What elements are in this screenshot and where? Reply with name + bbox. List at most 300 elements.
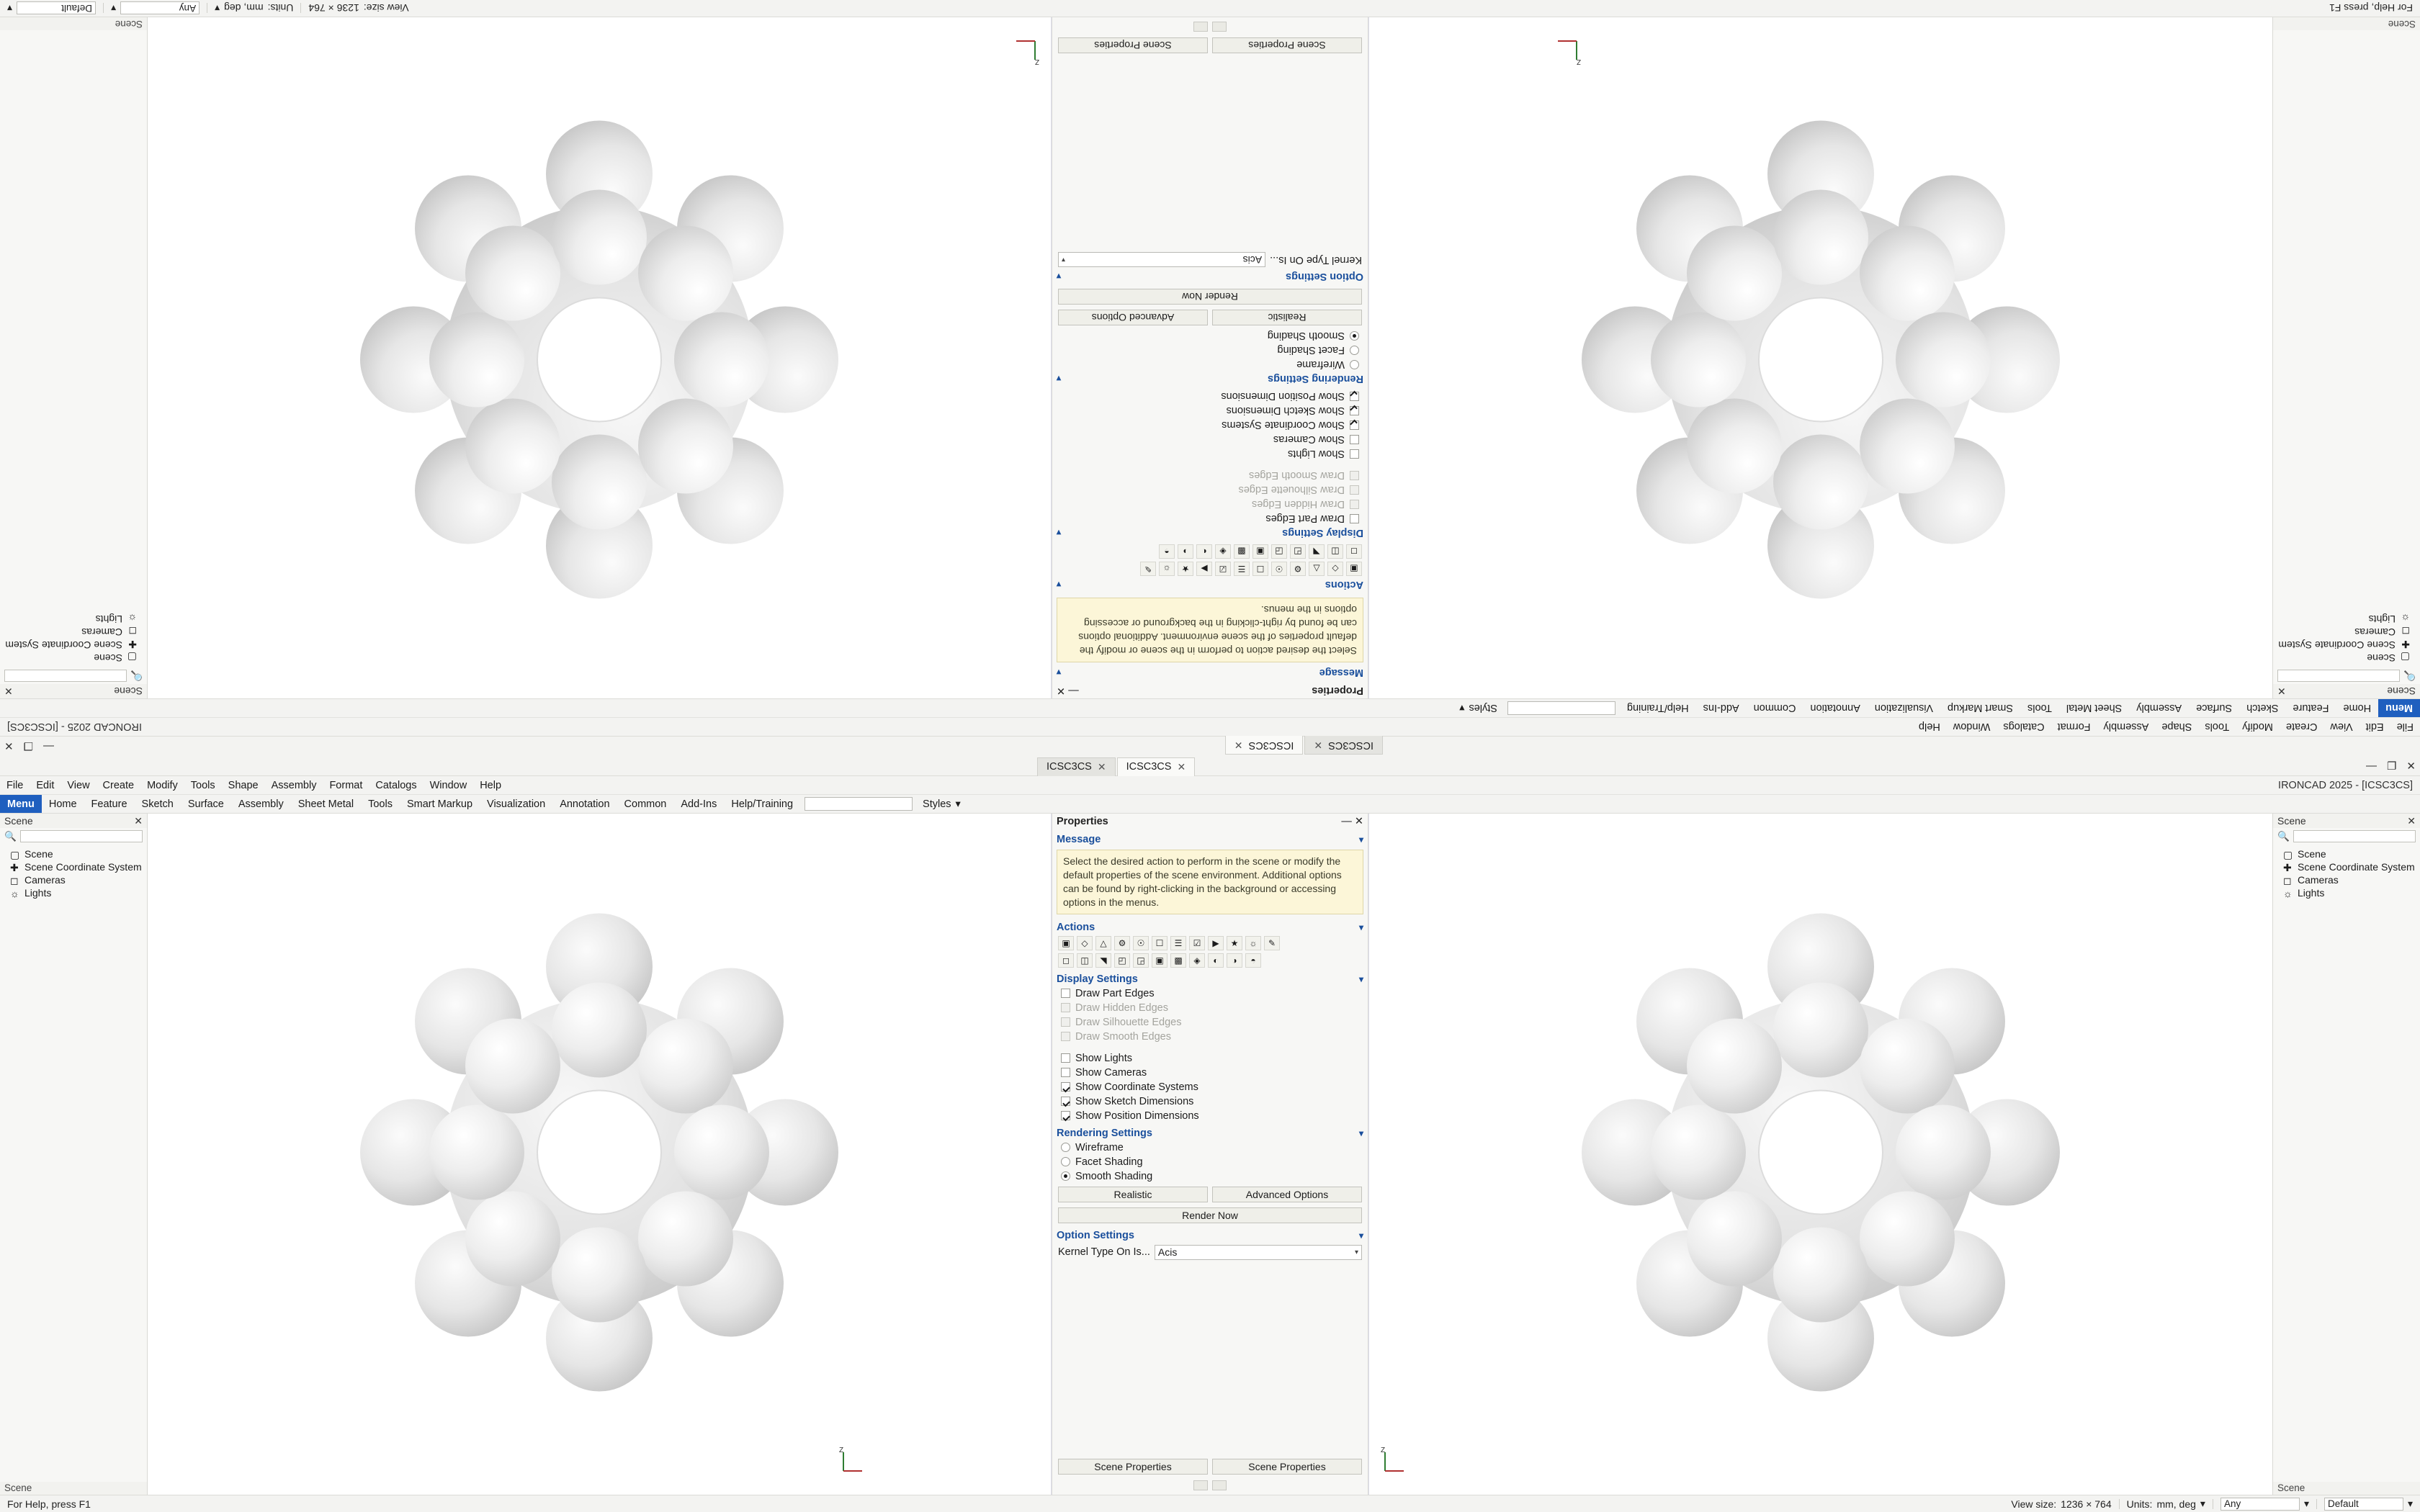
checkbox-label: Draw Silhouette Edges (1075, 1016, 1182, 1028)
selection-filter-select[interactable] (2220, 1498, 2300, 1511)
action-icon-1[interactable]: ▣ (1058, 936, 1074, 950)
tree-item-coordinate-system[interactable] (2273, 639, 2420, 652)
close-icon[interactable]: ✕ (1314, 739, 1323, 752)
document-tab-strip (1224, 737, 1383, 757)
tree-item-label: Cameras (24, 874, 66, 886)
tree-item-cameras[interactable] (2273, 626, 2420, 639)
tree-item-cameras[interactable] (0, 873, 147, 886)
model-flower-left[interactable] (1547, 83, 2094, 634)
checkbox-show-cameras[interactable] (1052, 432, 1368, 446)
radio-smooth-shading[interactable] (1052, 328, 1368, 343)
styles-label: Styles (1469, 702, 1497, 714)
search-input[interactable] (2293, 830, 2416, 842)
close-icon[interactable]: ✕ (1354, 816, 1363, 827)
checkbox-show-cameras[interactable] (1052, 1066, 1368, 1080)
menubar-spacer (149, 718, 1912, 736)
action-icon-14[interactable]: ◫ (1327, 544, 1343, 559)
statusbar (0, 0, 2420, 17)
action-icon-9[interactable]: ▶ (1196, 562, 1212, 576)
collapse-icon[interactable]: — (1068, 685, 1079, 696)
chevron-down-icon[interactable]: ▾ (1057, 374, 1062, 384)
document-tab-2[interactable] (1117, 757, 1196, 776)
status-units[interactable] (2120, 1498, 2213, 1510)
checkbox-icon[interactable] (1350, 420, 1359, 430)
radio-icon[interactable] (1350, 360, 1359, 369)
tree-item-label: Scene (2298, 848, 2326, 860)
model-flower-right[interactable] (1547, 879, 2094, 1430)
menu-item-shape[interactable]: Shape (2161, 721, 2192, 733)
collapse-icon[interactable]: — (1341, 816, 1352, 827)
chevron-down-icon[interactable]: ▾ (7, 3, 13, 14)
tab-help-training[interactable]: Help/Training (731, 798, 794, 810)
checkbox-icon (1350, 471, 1359, 480)
menu-item-file[interactable]: File (6, 779, 24, 791)
tab-help-training[interactable]: Help/Training (1626, 702, 1689, 714)
tab-menu[interactable]: Menu (0, 795, 42, 813)
menu-item-assembly[interactable]: Assembly (271, 779, 317, 791)
action-icon-21[interactable]: ◐ (1208, 953, 1224, 968)
radio-icon[interactable] (1061, 1157, 1070, 1166)
advanced-options-button[interactable]: Advanced Options (1058, 310, 1208, 325)
checkbox-draw-part-edges[interactable] (1052, 511, 1368, 526)
menu-item-window[interactable]: Window (429, 779, 467, 791)
checkbox-show-coordinate-systems[interactable] (1052, 1080, 1368, 1094)
tab-add-ins[interactable]: Add-Ins (681, 798, 717, 810)
search-input[interactable] (2277, 670, 2400, 682)
radio-icon[interactable] (1350, 346, 1359, 355)
action-icon-4[interactable]: ⚙ (1114, 936, 1130, 950)
tab-feature[interactable]: Feature (2293, 702, 2329, 714)
scene-browser-right (0, 17, 148, 698)
actions-section-label: Actions (1057, 921, 1095, 933)
action-icon-13[interactable]: ◻ (1058, 953, 1074, 968)
status-view-size (301, 3, 416, 14)
action-icon-3[interactable]: △ (1095, 936, 1111, 950)
action-icon-20[interactable]: ◈ (1189, 953, 1205, 968)
tree-item-lights[interactable] (2273, 613, 2420, 626)
tree-item-scene[interactable] (0, 652, 147, 665)
checkbox-icon[interactable] (1061, 1068, 1070, 1077)
action-icon-12[interactable]: ✎ (1140, 562, 1156, 576)
panel-close-icon[interactable]: ✕ (2407, 814, 2416, 827)
kernel-type-value: Acis (1242, 253, 1263, 266)
titlebar (0, 756, 2420, 776)
action-icon-2[interactable]: ◇ (1077, 936, 1093, 950)
spacer (1052, 1044, 1368, 1051)
flower-model-svg (1547, 86, 2094, 634)
chevron-down-icon[interactable]: ▾ (2200, 1498, 2205, 1509)
tab-tools[interactable]: Tools (2027, 702, 2052, 714)
checkbox-label: Draw Smooth Edges (1249, 469, 1345, 482)
status-style[interactable] (0, 2, 103, 15)
tab-annotation[interactable]: Annotation (560, 798, 610, 810)
tab-smart-markup[interactable]: Smart Markup (406, 798, 473, 810)
menu-item-help[interactable]: Help (1918, 721, 1940, 733)
action-icon-5[interactable]: ☉ (1271, 562, 1287, 576)
checkbox-label: Show Lights (1075, 1052, 1132, 1064)
render-now-button[interactable]: Render Now (1058, 1207, 1362, 1223)
tree-item-cameras[interactable] (2273, 873, 2420, 886)
checkbox-label: Draw Part Edges (1265, 513, 1345, 525)
checkbox-icon[interactable] (1061, 1053, 1070, 1063)
checkbox-icon (1061, 1032, 1070, 1041)
tab-feature[interactable]: Feature (91, 798, 127, 810)
maximize-button[interactable]: ❐ (2386, 760, 2397, 773)
menu-item-edit[interactable]: Edit (36, 779, 55, 791)
render-now-button[interactable]: Render Now (1058, 289, 1362, 305)
radio-wireframe[interactable] (1052, 357, 1368, 372)
menu-item-assembly[interactable]: Assembly (2103, 721, 2149, 733)
model-flower-left[interactable] (326, 879, 873, 1430)
action-icon-15[interactable]: ◥ (1309, 544, 1325, 559)
checkbox-icon[interactable] (1350, 435, 1359, 444)
menu-item-tools[interactable]: Tools (190, 779, 215, 791)
properties-tab-1[interactable] (1193, 1480, 1208, 1490)
viewport-left[interactable] (148, 814, 1052, 1495)
checkbox-icon[interactable] (1061, 1111, 1070, 1120)
chevron-down-icon[interactable]: ▾ (215, 3, 220, 14)
checkbox-label: Show Cameras (1273, 433, 1345, 446)
action-icon-22[interactable]: ◑ (1227, 953, 1242, 968)
tree-item-coordinate-system[interactable] (2273, 860, 2420, 873)
status-selection-filter[interactable] (104, 2, 207, 15)
tab-annotation[interactable]: Annotation (1810, 702, 1860, 714)
menu-item-modify[interactable]: Modify (2242, 721, 2273, 733)
selection-filter-value: Any (2223, 1498, 2241, 1509)
kernel-type-row (1052, 250, 1368, 269)
tab-surface[interactable]: Surface (2196, 702, 2233, 714)
tab-surface[interactable]: Surface (187, 798, 224, 810)
scene-browser-header (0, 684, 147, 698)
tab-home[interactable]: Home (2343, 702, 2372, 714)
properties-tab-2[interactable] (1212, 1480, 1227, 1490)
action-icon-11[interactable]: ☼ (1245, 936, 1261, 950)
checkbox-icon[interactable] (1061, 1097, 1070, 1106)
tab-sketch[interactable]: Sketch (2246, 702, 2279, 714)
tree-item-scene[interactable] (2273, 847, 2420, 860)
checkbox-icon[interactable] (1350, 406, 1359, 415)
chevron-down-icon[interactable]: ▾ (955, 798, 961, 810)
tab-sheet-metal[interactable]: Sheet Metal (2066, 702, 2123, 714)
action-icon-12[interactable]: ✎ (1264, 936, 1280, 950)
realistic-button[interactable]: Realistic (1058, 1187, 1208, 1202)
action-icon-10[interactable]: ★ (1227, 936, 1242, 950)
status-help-hint: For Help, press F1 (7, 1498, 91, 1510)
checkbox-icon[interactable] (1061, 989, 1070, 998)
status-style[interactable] (2317, 1498, 2420, 1511)
menu-item-catalogs[interactable]: Catalogs (2003, 721, 2045, 733)
document-tab-2[interactable] (1225, 737, 1304, 755)
ribbon-search-input[interactable] (805, 797, 913, 811)
action-icon-13[interactable]: ◻ (1346, 544, 1362, 559)
viewport-right[interactable] (1368, 814, 2272, 1495)
properties-tab-1[interactable] (1212, 22, 1227, 32)
checkbox-icon[interactable] (1350, 392, 1359, 401)
scene-properties-button-2[interactable]: Scene Properties (1058, 37, 1208, 53)
tab-common[interactable]: Common (1753, 702, 1796, 714)
axis-triad-right (1012, 35, 1041, 66)
action-icon-4[interactable]: ⚙ (1290, 562, 1306, 576)
scene-properties-button-2[interactable]: Scene Properties (1212, 1459, 1362, 1475)
checkbox-show-lights[interactable] (1052, 446, 1368, 461)
properties-spacer (1052, 1262, 1368, 1459)
tab-add-ins[interactable]: Add-Ins (1703, 702, 1739, 714)
action-icon-6[interactable]: ☐ (1252, 562, 1268, 576)
action-icon-18[interactable]: ▣ (1252, 544, 1268, 559)
properties-panel (1052, 814, 1368, 1495)
chevron-down-icon[interactable]: ▾ (1057, 580, 1062, 590)
close-icon[interactable]: ✕ (1057, 685, 1066, 696)
checkbox-show-coordinate-systems[interactable] (1052, 418, 1368, 432)
action-icon-17[interactable]: ◲ (1271, 544, 1287, 559)
properties-footer (1052, 35, 1368, 53)
tab-assembly[interactable]: Assembly (238, 798, 284, 810)
status-units[interactable] (207, 2, 300, 14)
search-input[interactable] (20, 830, 143, 842)
bulb-icon: ☼ (127, 613, 137, 624)
radio-icon[interactable] (1061, 1171, 1070, 1181)
status-selection-filter[interactable] (2213, 1498, 2316, 1511)
chevron-down-icon[interactable]: ▾ (1358, 834, 1363, 845)
maximize-button[interactable]: ❐ (23, 739, 34, 752)
styles-control[interactable] (1453, 699, 1503, 717)
radio-facet-shading[interactable] (1052, 1155, 1368, 1169)
action-icon-7[interactable]: ☰ (1170, 936, 1186, 950)
panel-close-icon[interactable]: ✕ (4, 685, 13, 698)
action-icon-15[interactable]: ◥ (1095, 953, 1111, 968)
menu-item-file[interactable]: File (2396, 721, 2414, 733)
action-icon-18[interactable]: ▣ (1152, 953, 1168, 968)
axis-triad-left (839, 1446, 868, 1477)
chevron-down-icon[interactable]: ▾ (1057, 271, 1062, 282)
menu-item-view[interactable]: View (2330, 721, 2353, 733)
flower-model-svg (1547, 879, 2094, 1426)
styles-control[interactable] (917, 795, 967, 813)
axis-icon: ✚ (128, 639, 137, 650)
style-value: Default (2327, 1498, 2359, 1509)
scene-properties-button[interactable]: Scene Properties (1212, 37, 1362, 53)
action-icon-16[interactable]: ◰ (1290, 544, 1306, 559)
panel-close-icon[interactable]: ✕ (134, 814, 143, 827)
camera-icon: ◻ (10, 875, 19, 886)
option-settings-label: Option Settings (1286, 271, 1363, 283)
checkbox-show-sketch-dimensions[interactable] (1052, 403, 1368, 418)
checkbox-icon[interactable] (1350, 449, 1359, 459)
tree-item-coordinate-system[interactable] (0, 860, 147, 873)
menu-item-format[interactable]: Format (2057, 721, 2091, 733)
checkbox-show-position-dimensions[interactable] (1052, 389, 1368, 403)
tree-item-lights[interactable] (2273, 886, 2420, 899)
menu-item-catalogs[interactable]: Catalogs (375, 779, 417, 791)
tab-smart-markup[interactable]: Smart Markup (1947, 702, 2014, 714)
scene-browser-header (2273, 684, 2420, 698)
model-flower-right[interactable] (326, 83, 873, 634)
chevron-down-icon[interactable]: ▾ (1459, 702, 1465, 714)
menu-item-create[interactable]: Create (102, 779, 135, 791)
radio-icon[interactable] (1350, 331, 1359, 341)
action-icon-8[interactable]: ☑ (1215, 562, 1231, 576)
action-icon-23[interactable]: ◓ (1245, 953, 1261, 968)
chevron-down-icon[interactable]: ▾ (1358, 1230, 1363, 1241)
tree-item-label: Lights (95, 613, 122, 625)
menu-item-view[interactable]: View (67, 779, 90, 791)
menubar-spacer (508, 776, 2271, 794)
kernel-type-label: Kernel Type On Is... (1058, 1246, 1150, 1259)
chevron-down-icon[interactable]: ▾ (1057, 667, 1062, 678)
action-icon-19[interactable]: ▩ (1234, 544, 1250, 559)
action-icon-23[interactable]: ◓ (1159, 544, 1175, 559)
document-tab-1[interactable] (1304, 737, 1383, 755)
scene-properties-button[interactable]: Scene Properties (1058, 1459, 1208, 1475)
action-icon-10[interactable]: ★ (1178, 562, 1193, 576)
action-icon-3[interactable]: △ (1309, 562, 1325, 576)
minimize-button[interactable]: — (2365, 759, 2377, 772)
action-icon-9[interactable]: ▶ (1208, 936, 1224, 950)
chevron-down-icon[interactable]: ▾ (1354, 1248, 1358, 1256)
menu-item-edit[interactable]: Edit (2365, 721, 2384, 733)
close-icon[interactable]: ✕ (1177, 760, 1186, 773)
action-icon-2[interactable]: ◇ (1327, 562, 1343, 576)
menu-item-help[interactable]: Help (480, 779, 502, 791)
realistic-button[interactable]: Realistic (1212, 310, 1362, 325)
menu-item-tools[interactable]: Tools (2205, 721, 2230, 733)
chevron-down-icon[interactable]: ▾ (1057, 528, 1062, 539)
ribbon-search-input[interactable] (1507, 701, 1615, 715)
properties-tab-strip (1052, 17, 1368, 35)
menu-item-create[interactable]: Create (2285, 721, 2318, 733)
radio-smooth-shading[interactable] (1052, 1169, 1368, 1184)
action-icon-14[interactable]: ◫ (1077, 953, 1093, 968)
action-icon-20[interactable]: ◈ (1215, 544, 1231, 559)
properties-header-buttons (1057, 685, 1079, 696)
rendering-settings-label: Rendering Settings (1268, 373, 1363, 385)
radio-icon[interactable] (1061, 1143, 1070, 1152)
tab-sketch[interactable]: Sketch (141, 798, 174, 810)
close-button[interactable]: ✕ (2406, 760, 2416, 773)
close-icon[interactable]: ✕ (1097, 760, 1106, 773)
chevron-down-icon[interactable]: ▾ (1358, 922, 1363, 932)
menu-item-modify[interactable]: Modify (147, 779, 178, 791)
properties-tab-strip (1052, 1477, 1368, 1495)
action-icon-22[interactable]: ◑ (1178, 544, 1193, 559)
chevron-down-icon[interactable]: ▾ (2407, 1498, 2413, 1509)
action-icon-16[interactable]: ◰ (1114, 953, 1130, 968)
kernel-type-select[interactable] (1155, 1245, 1362, 1260)
kernel-type-label: Kernel Type On Is... (1270, 253, 1362, 266)
axis-triad-left (1552, 35, 1581, 66)
tree-item-label: Scene Coordinate System (5, 639, 122, 651)
checkbox-show-position-dimensions[interactable] (1052, 1109, 1368, 1123)
axis-icon: ✚ (2401, 639, 2410, 650)
tree-item-cameras[interactable] (0, 626, 147, 639)
checkbox-icon[interactable] (1061, 1082, 1070, 1092)
status-view-size (2004, 1498, 2118, 1510)
close-button[interactable]: ✕ (4, 739, 14, 752)
tree-item-label: Scene Coordinate System (2298, 861, 2415, 873)
action-icon-21[interactable]: ◐ (1196, 544, 1212, 559)
chevron-down-icon[interactable]: ▾ (1358, 1128, 1363, 1138)
radio-label: Wireframe (1296, 359, 1345, 371)
menu-item-window[interactable]: Window (1953, 721, 1991, 733)
action-icon-11[interactable]: ☼ (1159, 562, 1175, 576)
advanced-options-button[interactable]: Advanced Options (1212, 1187, 1362, 1202)
tab-assembly[interactable]: Assembly (2136, 702, 2182, 714)
scene-browser-left (0, 814, 148, 1495)
selection-filter-select[interactable] (120, 2, 200, 15)
tab-sheet-metal[interactable]: Sheet Metal (297, 798, 354, 810)
document-tab-1[interactable] (1037, 757, 1116, 776)
tree-item-lights[interactable] (0, 613, 147, 626)
menubar (0, 717, 2420, 736)
tab-tools[interactable]: Tools (368, 798, 393, 810)
kernel-type-select[interactable] (1058, 252, 1265, 267)
radio-wireframe[interactable] (1052, 1140, 1368, 1155)
style-select[interactable] (2324, 1498, 2403, 1511)
tree-item-lights[interactable] (0, 886, 147, 899)
panel-close-icon[interactable]: ✕ (2277, 685, 2286, 698)
scene-tree-left (0, 845, 147, 1482)
search-icon: 🔍 (130, 670, 143, 682)
style-select[interactable] (17, 2, 96, 15)
action-icon-19[interactable]: ▩ (1170, 953, 1186, 968)
checkbox-label: Show Cameras (1075, 1066, 1147, 1079)
menu-item-shape[interactable]: Shape (228, 779, 259, 791)
viewport-left[interactable] (1368, 17, 2272, 698)
chevron-down-icon[interactable]: ▾ (1358, 973, 1363, 984)
action-icon-8[interactable]: ☑ (1189, 936, 1205, 950)
action-icon-17[interactable]: ◲ (1133, 953, 1149, 968)
tab-visualization[interactable]: Visualization (487, 798, 546, 810)
tree-item-scene[interactable] (0, 847, 147, 860)
bulb-icon: ☼ (2401, 613, 2410, 624)
action-icon-1[interactable]: ▣ (1346, 562, 1362, 576)
action-icon-6[interactable]: ☐ (1152, 936, 1168, 950)
viewport-right[interactable] (148, 17, 1052, 698)
tab-menu[interactable]: Menu (2378, 699, 2420, 717)
svg-text:Z: Z (1381, 1446, 1386, 1454)
search-input[interactable] (4, 670, 127, 682)
camera-icon: ◻ (2401, 626, 2410, 637)
checkbox-label: Draw Hidden Edges (1252, 498, 1345, 510)
tab-common[interactable]: Common (624, 798, 667, 810)
tab-home[interactable]: Home (48, 798, 77, 810)
checkbox-icon[interactable] (1350, 514, 1359, 523)
action-icon-7[interactable]: ☰ (1234, 562, 1250, 576)
scene-icon: ▢ (127, 652, 137, 663)
minimize-button[interactable]: — (43, 740, 55, 753)
tree-item-coordinate-system[interactable] (0, 639, 147, 652)
scene-browser-footer: Scene (0, 17, 147, 30)
chevron-down-icon[interactable]: ▾ (1062, 256, 1066, 264)
menu-item-format[interactable]: Format (329, 779, 363, 791)
actions-icon-row-2 (1052, 952, 1368, 969)
checkbox-show-lights[interactable] (1052, 1051, 1368, 1066)
close-icon[interactable]: ✕ (1234, 739, 1243, 752)
action-icon-5[interactable]: ☉ (1133, 936, 1149, 950)
tab-visualization[interactable]: Visualization (1874, 702, 1933, 714)
tree-item-scene[interactable] (2273, 652, 2420, 665)
chevron-down-icon[interactable]: ▾ (111, 3, 117, 14)
properties-tab-2[interactable] (1193, 22, 1208, 32)
checkbox-show-sketch-dimensions[interactable] (1052, 1094, 1368, 1109)
radio-facet-shading[interactable] (1052, 343, 1368, 357)
checkbox-draw-part-edges[interactable] (1052, 986, 1368, 1001)
kernel-type-value: Acis (1157, 1246, 1178, 1259)
properties-header (1052, 814, 1368, 829)
window-title-right: IRONCAD 2025 - [ICSC3CS] (2278, 779, 2413, 791)
scene-browser-title: Scene (2277, 815, 2306, 827)
chevron-down-icon[interactable]: ▾ (2303, 1498, 2309, 1509)
